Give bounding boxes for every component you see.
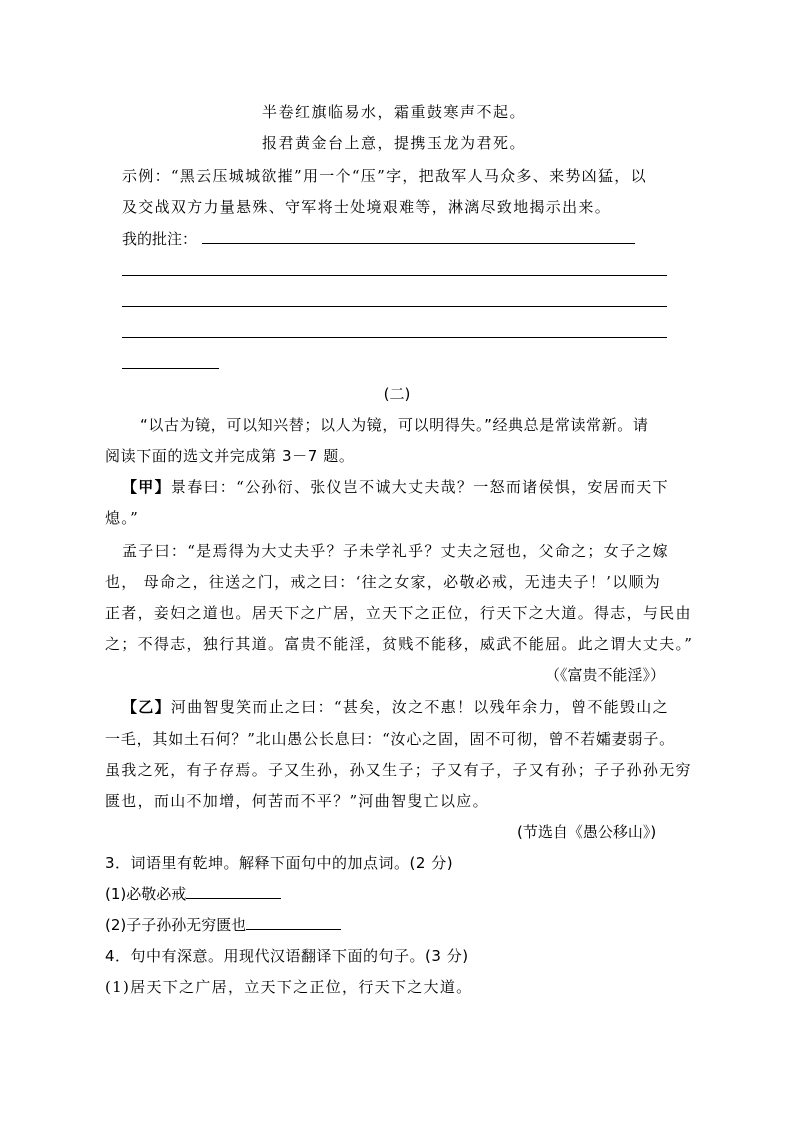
intro-line-2: 阅读下面的选文并完成第 3－7 题。 xyxy=(105,447,355,465)
poem-line-1: 半卷红旗临易水，霜重鼓寒声不起。 xyxy=(262,103,527,121)
text-yi-line-1-body: 河曲智叟笑而止之曰：“甚矣，汝之不惠！以残年余力，曾不能毁山之 xyxy=(170,698,669,716)
text-jia-line-3: 孟子曰：“是焉得为大丈夫乎？子未学礼乎？丈夫之冠也，父命之；女子之嫁 xyxy=(122,542,669,560)
text-jia-source: （《富贵不能淫》） xyxy=(545,666,666,684)
section-title: (二) xyxy=(383,385,411,403)
question-3-item-2-label: (2)子子孙孙无穷匮也 xyxy=(105,916,247,934)
text-jia-line-2: 熄。” xyxy=(105,509,140,527)
example-line-2: 及交战双方力量悬殊、守军将士处境艰难等，淋漓尽致地揭示出来。 xyxy=(122,198,612,216)
question-3-item-1 xyxy=(105,884,281,904)
text-yi-line-1 xyxy=(122,697,669,717)
annotation-blank-2[interactable] xyxy=(122,275,667,276)
intro-line-1: “以古为镜，可以知兴替；以人为镜，可以明得失。”经典总是常读常新。请 xyxy=(140,416,649,434)
text-yi-line-2: 一毛，其如土石何？”北山愚公长息曰：“汝心之固，固不可彻，曾不若孀妻弱子。 xyxy=(105,730,675,748)
text-jia-line-5: 正者，妾妇之道也。居天下之广居，立天下之正位，行天下之大道。得志，与民由 xyxy=(105,604,692,622)
annotation-blank-3[interactable] xyxy=(122,306,667,307)
annotation-blank-1[interactable] xyxy=(202,243,635,244)
text-yi-source: (节选自《愚公移山》) xyxy=(517,823,657,841)
text-yi-line-4: 匮也，而山不加增，何苦而不平？”河曲智叟亡以应。 xyxy=(105,792,489,810)
text-yi-line-3: 虽我之死，有子存焉。子又生孙，孙又生子；子又有子，子又有孙；子子孙孙无穷 xyxy=(105,761,692,779)
question-4-item-1: (1)居天下之广居，立天下之正位，行天下之大道。 xyxy=(105,978,473,996)
text-yi-tag: 【乙】 xyxy=(122,698,171,716)
question-3-stem: 3．词语里有乾坤。解释下面句中的加点词。(2 分) xyxy=(105,854,454,872)
text-jia-line-1 xyxy=(122,477,669,497)
text-jia-line-1-body: 景春曰：“公孙衍、张仪岂不诚大丈夫哉？一怒而诸侯惧，安居而天下 xyxy=(170,478,669,496)
text-jia-line-4: 也， 母命之，往送之门，戒之曰：‘往之女家，必敬必戒，无违夫子！’以顺为 xyxy=(105,573,662,591)
question-3-item-1-label: (1)必敬必戒 xyxy=(105,885,187,903)
text-jia-line-6: 之；不得志，独行其道。富贵不能淫，贫贱不能移，威武不能屈。此之谓大丈夫。” xyxy=(105,635,694,653)
text-jia-tag: 【甲】 xyxy=(122,478,171,496)
question-3-item-2-answer-blank[interactable] xyxy=(246,915,341,930)
annotation-label: 我的批注： xyxy=(122,230,198,248)
example-line-1: 示例：“黑云压城城欲摧”用一个“压”字，把敌军人马众多、来势凶猛，以 xyxy=(122,167,647,185)
annotation-blank-5[interactable] xyxy=(122,368,219,369)
question-4-stem: 4．句中有深意。用现代汉语翻译下面的句子。(3 分) xyxy=(105,947,469,965)
question-3-item-1-answer-blank[interactable] xyxy=(186,884,281,899)
question-3-item-2 xyxy=(105,915,341,935)
annotation-blank-4[interactable] xyxy=(122,337,667,338)
poem-line-2: 报君黄金台上意，提携玉龙为君死。 xyxy=(262,134,527,152)
